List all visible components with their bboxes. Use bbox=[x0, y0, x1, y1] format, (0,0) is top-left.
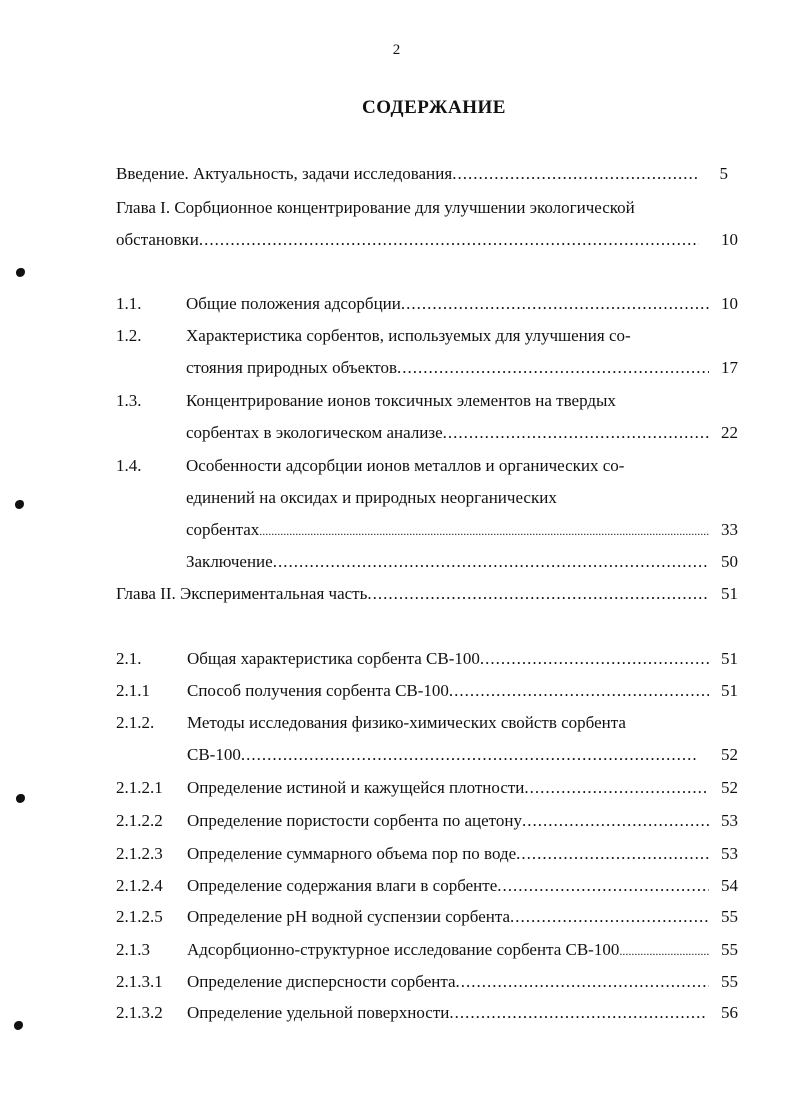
toc-entry-text: Определение pH водной суспензии сорбента bbox=[187, 907, 511, 926]
dot-leader bbox=[241, 745, 697, 765]
toc-entry-page: 52 bbox=[721, 745, 738, 764]
dot-leader bbox=[397, 358, 709, 378]
toc-entry-page: 55 bbox=[721, 940, 738, 959]
toc-entry-text: СВ-100 bbox=[187, 745, 241, 764]
toc-entry-2-1-2-2 bbox=[187, 811, 709, 831]
toc-entry-number: 1.1. bbox=[116, 294, 142, 313]
page-number: 2 bbox=[392, 42, 401, 58]
toc-entry-number: 2.1.2.2 bbox=[116, 811, 163, 830]
toc-entry-page: 55 bbox=[721, 907, 738, 926]
toc-entry-number: 2.1.1 bbox=[116, 681, 150, 700]
toc-entry-page: 50 bbox=[721, 552, 738, 571]
toc-entry-text: Введение. Актуальность, задачи исследования bbox=[116, 164, 453, 183]
toc-entry-2-1-2-1 bbox=[187, 778, 709, 798]
toc-entry-page: 51 bbox=[721, 584, 738, 603]
toc-entry-number: 2.1.2.1 bbox=[116, 778, 163, 797]
toc-entry-text-line2: единений на оксидах и природных неорганических bbox=[186, 488, 557, 507]
scan-blot bbox=[16, 268, 25, 277]
toc-entry-text: Определение истиной и кажущейся плотности bbox=[187, 778, 525, 797]
toc-entry-page: 53 bbox=[721, 811, 738, 830]
toc-entry-text: сорбентах bbox=[186, 520, 260, 539]
toc-entry-text: Заключение bbox=[186, 552, 273, 571]
toc-entry-page: 51 bbox=[721, 681, 738, 700]
dot-leader bbox=[449, 681, 709, 701]
dot-leader bbox=[522, 811, 709, 831]
toc-entry-text: Общие положения адсорбции bbox=[186, 294, 401, 313]
toc-entry-number: 2.1.2.3 bbox=[116, 844, 163, 863]
toc-entry-text: Способ получения сорбента СВ-100 bbox=[187, 681, 449, 700]
toc-entry-2-1-3 bbox=[187, 940, 709, 961]
toc-entry-page: 51 bbox=[721, 649, 738, 668]
toc-entry-number: 2.1.3 bbox=[116, 940, 150, 959]
toc-entry-2-1-1 bbox=[187, 681, 709, 701]
toc-entry-page: 33 bbox=[721, 520, 738, 539]
toc-entry-text: Определение суммарного объема пор по воде bbox=[187, 844, 517, 863]
toc-entry-number: 1.4. bbox=[116, 456, 142, 475]
toc-entry-page: 10 bbox=[721, 294, 738, 313]
toc-entry-text-line1: Методы исследования физико-химических свойств сорбента bbox=[187, 713, 626, 732]
toc-entry-text-line1: Особенности адсорбции ионов металлов и органических со- bbox=[186, 456, 625, 475]
toc-entry-page: 22 bbox=[721, 423, 738, 442]
dot-leader bbox=[401, 294, 709, 314]
toc-entry-number: 2.1.2.4 bbox=[116, 876, 163, 895]
toc-entry-number: 1.2. bbox=[116, 326, 142, 345]
toc-entry-text: Глава II. Экспериментальная часть bbox=[116, 584, 368, 603]
scan-blot bbox=[15, 500, 24, 509]
toc-entry-1-3 bbox=[186, 423, 709, 443]
toc-entry-number: 2.1. bbox=[116, 649, 142, 668]
toc-entry-page: 17 bbox=[721, 358, 738, 377]
toc-entry-page: 52 bbox=[721, 778, 738, 797]
toc-entry-1-2 bbox=[186, 358, 709, 378]
toc-entry-chapter-2 bbox=[116, 584, 709, 604]
toc-entry-2-1-2-4 bbox=[187, 876, 709, 896]
toc-entry-conclusion bbox=[186, 552, 709, 572]
toc-entry-text: Определение пористости сорбента по ацетону bbox=[187, 811, 522, 830]
toc-entry-text: обстановки bbox=[116, 230, 199, 249]
toc-entry-text: Адсорбционно-структурное исследование сорбента СВ-100 bbox=[187, 940, 620, 959]
toc-entry-2-1 bbox=[187, 649, 709, 669]
toc-entry-text-line1: Глава I. Сорбционное концентрирование для улучшении экологической bbox=[116, 198, 635, 217]
toc-entry-1-4 bbox=[186, 520, 709, 541]
dot-leader bbox=[510, 907, 709, 927]
toc-entry-text: Общая характеристика сорбента СВ-100 bbox=[187, 649, 480, 668]
page-title: СОДЕРЖАНИЕ bbox=[362, 97, 506, 118]
toc-entry-page: 54 bbox=[721, 876, 738, 895]
scan-blot bbox=[16, 794, 25, 803]
dot-leader bbox=[199, 230, 699, 250]
dot-leader bbox=[273, 552, 709, 572]
toc-entry-page: 55 bbox=[721, 972, 738, 991]
dot-leader bbox=[449, 1003, 705, 1023]
toc-entry-number: 2.1.3.1 bbox=[116, 972, 163, 991]
toc-entry-1-1 bbox=[186, 294, 709, 314]
toc-entry-number: 1.3. bbox=[116, 391, 142, 410]
dot-leader bbox=[497, 876, 709, 896]
toc-entry-2-1-2-3 bbox=[187, 844, 709, 864]
toc-entry-text: Определение удельной поверхности bbox=[187, 1003, 450, 1022]
dot-leader bbox=[259, 521, 709, 541]
scan-blot bbox=[14, 1021, 23, 1030]
toc-entry-page: 53 bbox=[721, 844, 738, 863]
toc-entry-introduction bbox=[116, 164, 699, 184]
dot-leader bbox=[367, 584, 709, 604]
toc-entry-text: Определение дисперсности сорбента bbox=[187, 972, 456, 991]
toc-entry-2-1-2 bbox=[187, 745, 697, 765]
dot-leader bbox=[456, 972, 709, 992]
toc-entry-text: стояния природных объектов bbox=[186, 358, 397, 377]
toc-entry-2-1-3-1 bbox=[187, 972, 709, 992]
toc-entry-number: 2.1.2. bbox=[116, 713, 155, 732]
toc-entry-page: 56 bbox=[721, 1003, 738, 1022]
toc-entry-page: 5 bbox=[719, 164, 728, 183]
dot-leader bbox=[619, 941, 709, 961]
toc-entry-text: Определение содержания влаги в сорбенте bbox=[187, 876, 498, 895]
toc-entry-number: 2.1.2.5 bbox=[116, 907, 163, 926]
dot-leader bbox=[516, 844, 709, 864]
toc-entry-text-line1: Концентрирование ионов токсичных элементов на твердых bbox=[186, 391, 616, 410]
toc-entry-number: 2.1.3.2 bbox=[116, 1003, 163, 1022]
dot-leader bbox=[480, 649, 709, 669]
toc-entry-text-line1: Характеристика сорбентов, используемых для улучшения со- bbox=[186, 326, 631, 345]
dot-leader bbox=[443, 423, 709, 443]
dot-leader bbox=[524, 778, 709, 798]
toc-entry-2-1-2-5 bbox=[187, 907, 709, 927]
toc-entry-chapter-1 bbox=[116, 230, 699, 250]
toc-entry-2-1-3-2 bbox=[187, 1003, 705, 1023]
toc-entry-page: 10 bbox=[721, 230, 738, 249]
toc-entry-text: сорбентах в экологическом анализе bbox=[186, 423, 443, 442]
dot-leader bbox=[452, 164, 699, 184]
